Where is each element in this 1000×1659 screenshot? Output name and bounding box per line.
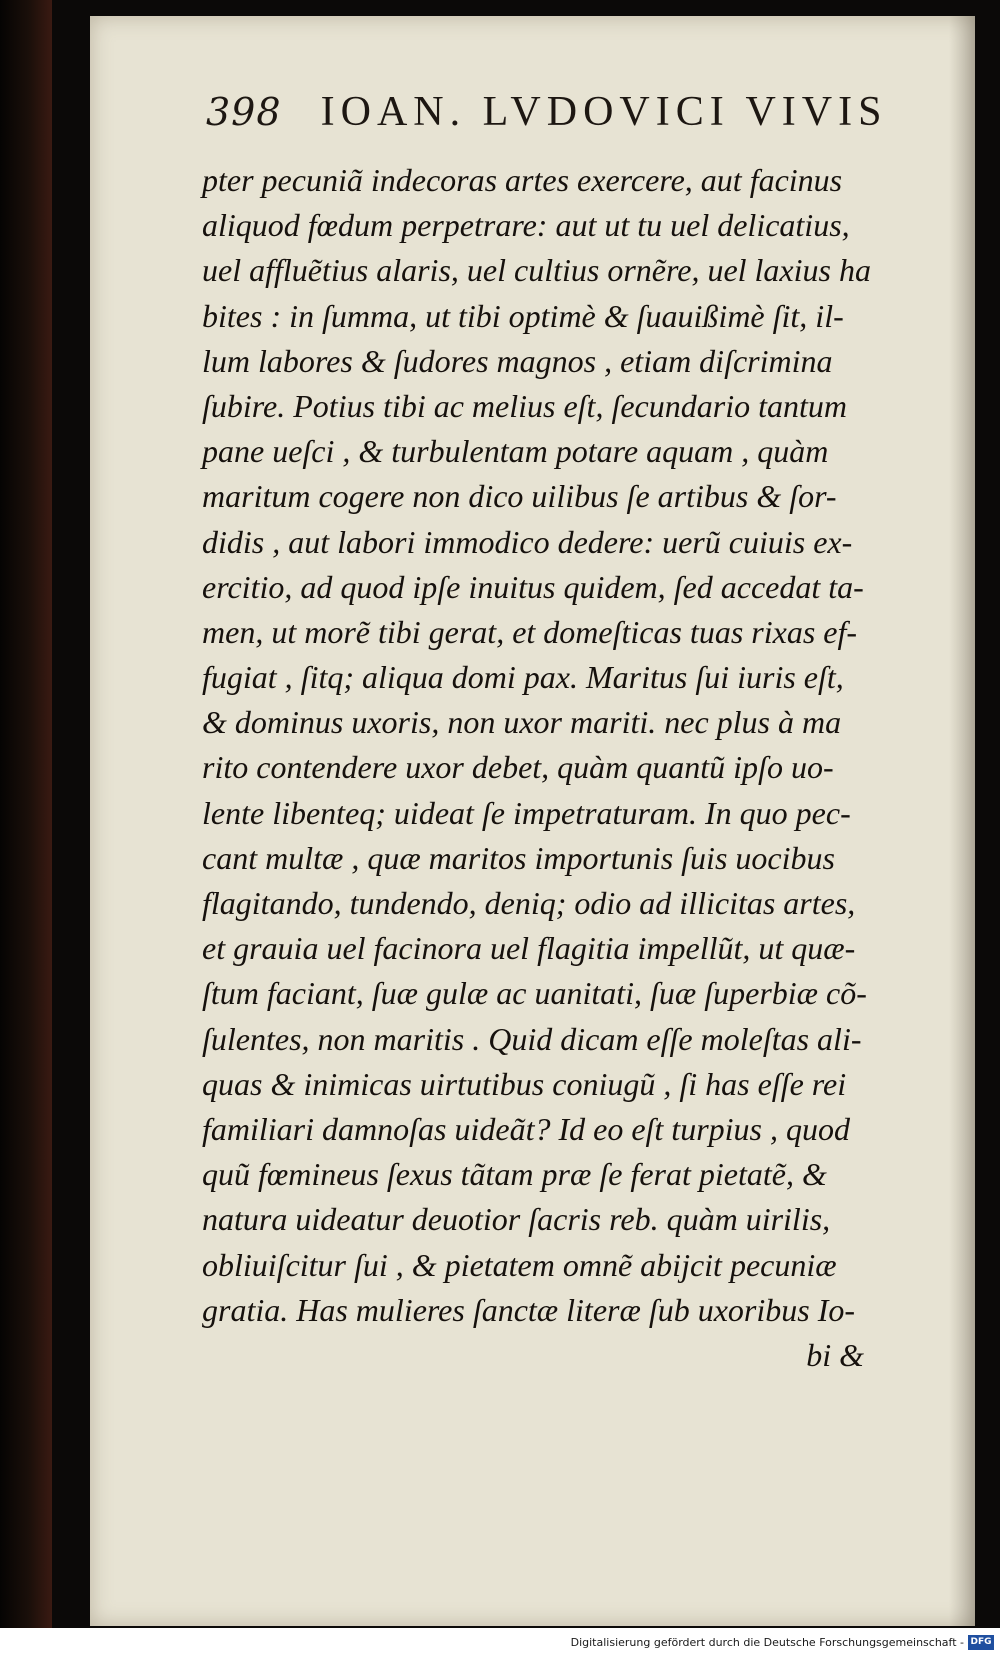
text-line: uel affluẽtius alaris, uel cultius ornẽre, uel laxius ha <box>202 252 871 289</box>
text-line: flagitando, tundendo, deniq; odio ad illicitas artes, <box>202 885 856 921</box>
text-line: gratia. Has mulieres ſanctæ literæ ſub uxoribus Io- <box>202 1291 856 1328</box>
text-line: lente libenteq; uideat ſe impetraturam. In quo pec- <box>202 794 851 831</box>
text-line: cant multæ , quæ maritos importunis ſuis uocibus <box>202 839 835 876</box>
text-line: ſubire. Potius tibi ac melius eſt, ſecundario tantum <box>202 387 847 424</box>
text-line: didis , aut labori immodico dedere: uerũ cuiuis ex- <box>202 523 853 560</box>
text-line: pane ueſci , & turbulentam potare aquam , quàm <box>202 433 829 470</box>
dfg-logo: DFG <box>968 1635 994 1650</box>
text-line: ſtum faciant, ſuæ gulæ ac uanitati, ſuæ ſuperbiæ cõ- <box>202 975 867 1012</box>
catchword: bi & <box>806 1336 864 1373</box>
text-line: pter pecuniã indecoras artes exercere, aut facinus <box>202 162 843 198</box>
body-text <box>202 158 942 1378</box>
text-line: et grauia uel facinora uel flagitia impellũt, ut quæ- <box>202 930 856 967</box>
funding-credit: Digitalisierung gefördert durch die Deutsche Forschungsgemeinschaft - <box>570 1636 964 1649</box>
text-line: aliquod fœdum perpetrare: aut ut tu uel delicatius, <box>202 207 850 244</box>
text-line: rito contendere uxor debet, quàm quantũ ipſo uo- <box>202 749 834 786</box>
text-line: familiari damnoſas uideãt? Id eo eſt turpius , quod <box>202 1110 850 1147</box>
text-line: natura uideatur deuotior ſacris reb. quàm uirilis, <box>202 1201 831 1238</box>
running-head <box>206 88 906 148</box>
text-line: fugiat , ſitq; aliqua domi pax. Maritus ſui iuris eſt, <box>202 659 844 696</box>
text-line: maritum cogere non dico uilibus ſe artibus & ſor- <box>202 478 837 515</box>
text-line: obliuiſcitur ſui , & pietatem omnẽ abijcit pecuniæ <box>202 1246 837 1283</box>
footer-bar <box>0 1628 1000 1659</box>
page-edge-shadow <box>949 16 975 1626</box>
running-head-title: IOAN. LVDOVICI VIVIS <box>320 89 888 135</box>
text-line: bites : in ſumma, ut tibi optimè & ſuauißimè ſit, il- <box>202 297 844 334</box>
text-line: ercitio, ad quod ipſe inuitus quidem, ſed accedat ta- <box>202 568 864 605</box>
text-line: men, ut morẽ tibi gerat, et domeſticas tuas rixas ef- <box>202 613 858 650</box>
book-binding-edge <box>0 0 52 1659</box>
page-number: 398 <box>206 90 282 134</box>
text-line: lum labores & ſudores magnos , etiam diſcrimina <box>202 342 833 379</box>
text-line: & dominus uxoris, non uxor mariti. nec plus à ma <box>202 704 842 741</box>
text-line: quas & inimicas uirtutibus coniugũ , ſi has eſſe rei <box>202 1065 847 1102</box>
text-line: quũ fœmineus ſexus tãtam præ ſe ferat pietatẽ, & <box>202 1156 827 1193</box>
text-line: ſulentes, non maritis . Quid dicam eſſe moleſtas ali- <box>202 1020 862 1057</box>
